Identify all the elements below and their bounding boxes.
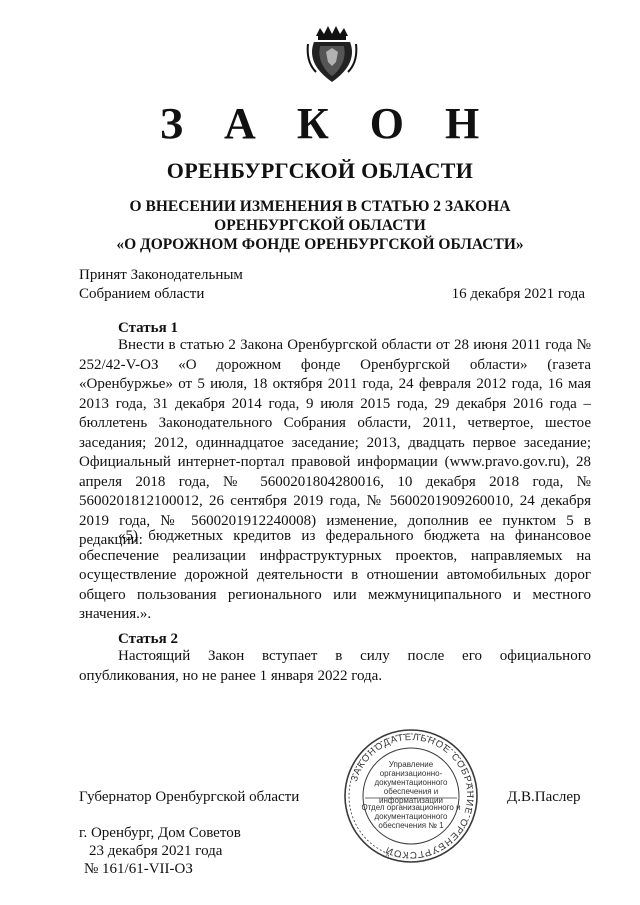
coat-of-arms-emblem — [306, 22, 358, 86]
seal-upper-text: Управление организационно-документационного обеспечения и информатизации — [374, 760, 448, 805]
subject-line-3: «О ДОРОЖНОМ ФОНДЕ ОРЕНБУРГСКОЙ ОБЛАСТИ» — [116, 236, 524, 253]
governor-title: Губернатор Оренбургской области — [79, 789, 300, 805]
article-2-heading: Статья 2 — [118, 631, 178, 647]
subject-line-1: О ВНЕСЕНИИ ИЗМЕНЕНИЯ В СТАТЬЮ 2 ЗАКОНА — [129, 198, 511, 215]
adoption-line-1: Принят Законодательным — [79, 267, 243, 283]
article-1-paragraph-1: Внести в статью 2 Закона Оренбургской области от 28 июня 2011 года № 252/42-V-ОЗ «О дорожном фонде Оренбургской области» (газета «Оренбуржье» от 5 июля, 18 октября 2011 года, 24 февраля 2012 года, 16 мая 2013 года, 31 декабря 2014 года, 9 июля 2015 года, 29 декабря 2016 года – бюллетень Законодательного Собрания области, 2011, четвертое, шестое заседания; 2012, одиннадцатое заседание; 2013, двадцать первое заседание; Официальный интернет-портал правовой информации (www.pravo.gov.ru), 28 апреля 2018 года, № 5600201804280016, 10 декабря 2018 года, № 5600201812100012, 26 сентября 2019 года, № 5600201909260010, 24 декабря 2019 года, № 5600201912240008) изменение, дополнив ее пунктом 5 в редакции: — [79, 337, 591, 548]
adoption-line-2: Собранием области — [79, 286, 205, 302]
article-2-paragraph-1: Настоящий Закон вступает в силу после его официального опубликования, но не ранее 1 января 2022 года. — [79, 648, 591, 684]
signing-place: г. Оренбург, Дом Советов — [79, 825, 241, 841]
subject-line-2: ОРЕНБУРГСКОЙ ОБЛАСТИ — [214, 217, 426, 234]
document-type-title: З А К О Н — [159, 99, 495, 148]
adoption-date: 16 декабря 2021 года — [451, 286, 585, 302]
law-subject-heading — [0, 197, 640, 254]
article-1-paragraph-2: «5) бюджетных кредитов из федерального бюджета на финансовое обеспечение реализации инфраструктурных проектов, направляемых на осуществление дорожной деятельности в отношении автомобильных дорог общего пользования регионального или межмуниципального и местного значения.». — [79, 528, 591, 622]
adoption-note — [79, 266, 243, 304]
seal-lower-text: Отдел организационного и документационного обеспечения № 1 — [361, 803, 461, 830]
signing-date: 23 декабря 2021 года — [89, 843, 223, 859]
governor-name: Д.В.Паслер — [507, 789, 581, 805]
seal-ring-text: ЗАКОНОДАТЕЛЬНОЕ СОБРАНИЕ ОРЕНБУРГСКОЙ — [349, 731, 476, 861]
article-1-heading: Статья 1 — [118, 320, 178, 336]
region-title: ОРЕНБУРГСКОЙ ОБЛАСТИ — [166, 158, 474, 183]
law-number: № 161/61-VII-ОЗ — [84, 861, 193, 877]
